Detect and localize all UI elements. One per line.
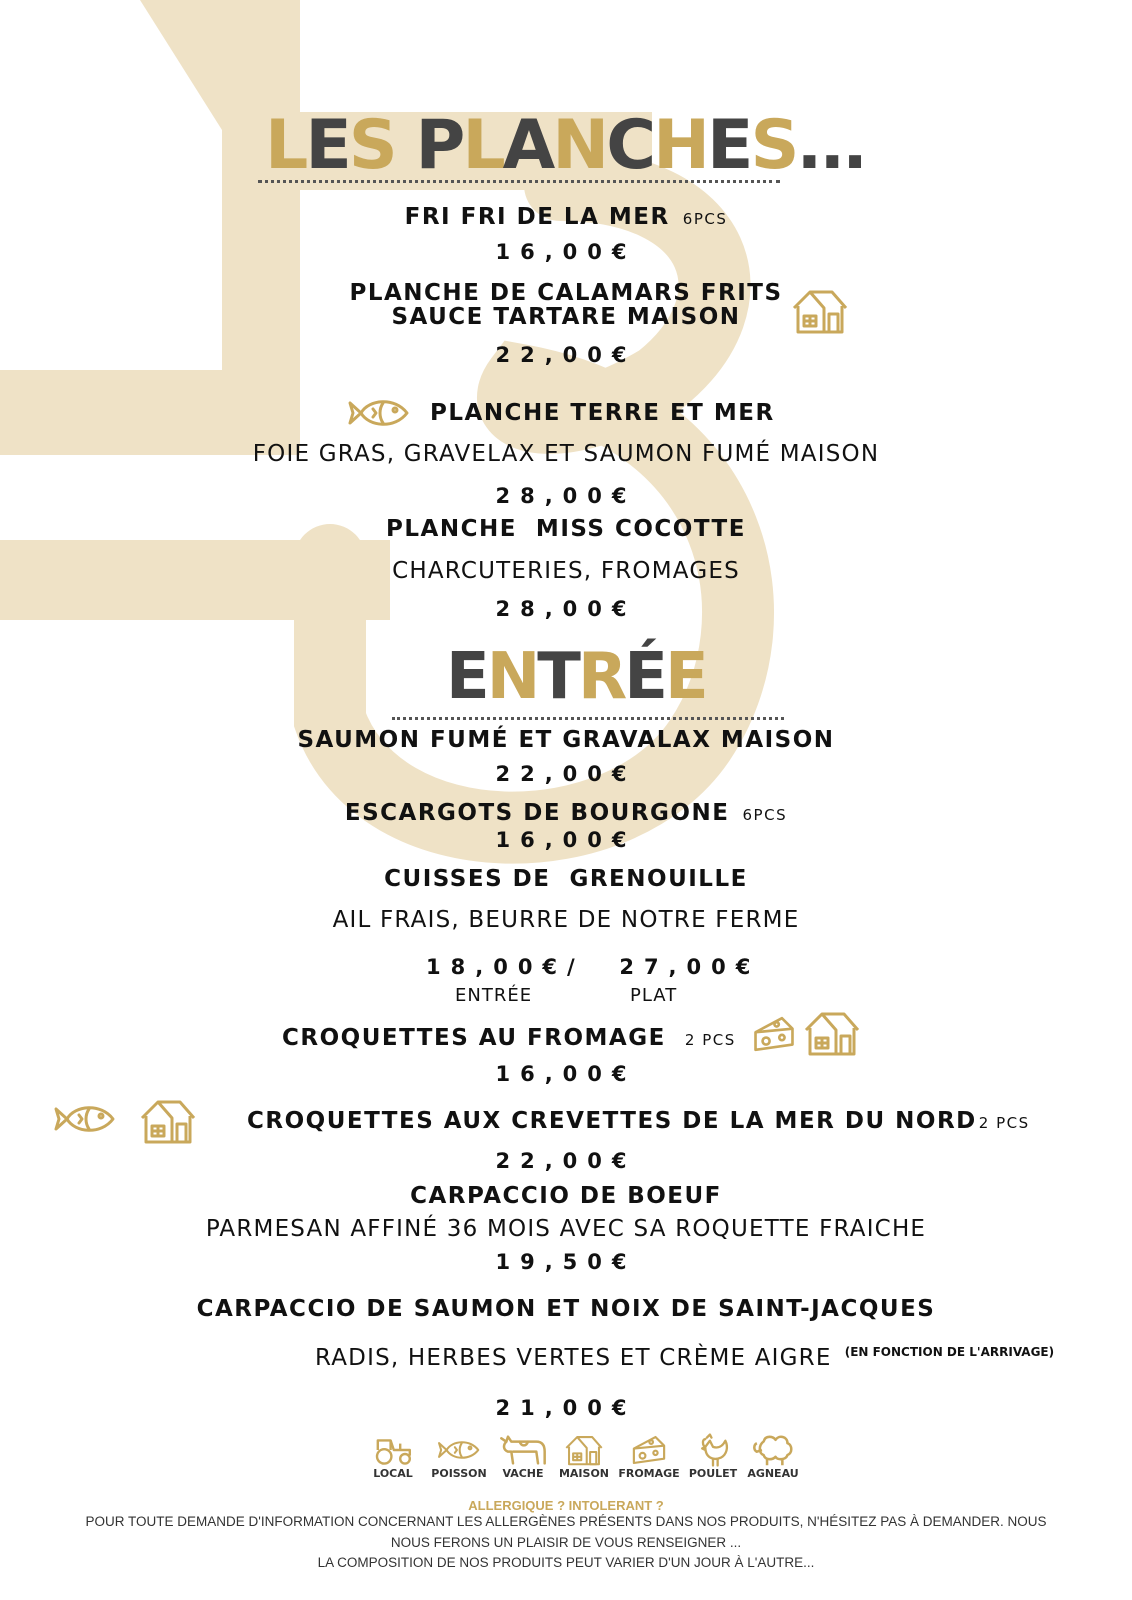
entree-item-4-price [0, 1062, 1132, 1086]
item-name: CARPACCIO DE BOEUF [410, 1183, 722, 1209]
planches-item-4-price [0, 597, 1132, 621]
entree-item-2 [0, 800, 1132, 826]
fish-icon [437, 1433, 481, 1467]
entree-item-4 [282, 1025, 736, 1051]
item-price: 21,00€ [495, 1396, 637, 1420]
legend-item-agneau [738, 1433, 808, 1480]
item-name: FRI FRI DE LA MER [404, 204, 670, 230]
item-price: 22,00€ [495, 762, 637, 786]
planches-item-1 [0, 204, 1132, 230]
item-description: PARMESAN AFFINÉ 36 MOIS AVEC SA ROQUETTE FRAICHE [205, 1216, 927, 1242]
entree-title-graphic [446, 632, 706, 712]
item-price: 16,00€ [495, 1062, 637, 1086]
entree-item-7-desc [315, 1345, 1054, 1371]
cheese-icon [752, 1014, 796, 1054]
item-name: ESCARGOTS DE BOURGONE [344, 800, 730, 826]
item-quantity: 6PCS [742, 806, 788, 824]
item-quantity: 2 PCS [684, 1031, 736, 1049]
entree-item-5 [247, 1108, 1030, 1134]
legend-item-vache [488, 1433, 558, 1480]
item-price: 16,00€ [495, 828, 637, 852]
item-price: 19,50€ [495, 1250, 637, 1274]
legend-label: POULET [688, 1467, 738, 1480]
entree-item-3 [0, 866, 1132, 892]
item-name: CARPACCIO DE SAUMON ET NOIX DE SAINT-JACQUES [196, 1296, 936, 1322]
item-name: PLANCHE MISS COCOTTE [386, 516, 746, 542]
item-description: FOIE GRAS, GRAVELAX ET SAUMON FUMÉ MAISON [252, 441, 880, 467]
legend-item-maison [549, 1433, 619, 1480]
item-price: 16,00€ [495, 240, 637, 264]
planches-title-underline [258, 180, 780, 183]
item-quantity: 2 PCS [978, 1114, 1030, 1132]
entree-item-6-desc [0, 1216, 1132, 1242]
fish-icon [53, 1099, 117, 1139]
entree-item-1-price [0, 762, 1132, 786]
cheese-icon [631, 1433, 667, 1467]
item-description: CHARCUTERIES, FROMAGES [392, 558, 740, 584]
entree-item-5-price [0, 1149, 1132, 1173]
svg-text:ENTRÉE: ENTRÉE [446, 640, 706, 714]
entree-item-3-price [426, 955, 766, 979]
item-name: CUISSES DE GRENOUILLE [384, 866, 748, 892]
legend-item-poisson [424, 1433, 494, 1480]
tractor-icon [373, 1433, 413, 1467]
entree-item-1 [0, 727, 1132, 753]
item-price: 18,00€/ 27,00€ [426, 955, 761, 979]
fish-icon [347, 393, 411, 433]
plat-label: PLAT [630, 985, 678, 1006]
item-name: SAUMON FUMÉ ET GRAVALAX MAISON [297, 727, 835, 753]
legend-label: POISSON [431, 1467, 487, 1480]
entree-item-3-desc [0, 907, 1132, 933]
planches-item-3-price [0, 484, 1132, 508]
planches-item-4-desc [0, 558, 1132, 584]
entree-item-6 [0, 1183, 1132, 1209]
planches-item-4 [0, 516, 1132, 542]
planches-item-3 [430, 400, 775, 426]
item-name-line2: SAUCE TARTARE MAISON [391, 304, 741, 330]
legend-label: LOCAL [373, 1467, 413, 1480]
chicken-icon [696, 1433, 730, 1467]
planches-item-2-price [0, 343, 1132, 367]
farmhouse-icon [802, 1008, 862, 1058]
cow-icon [498, 1433, 548, 1467]
allergy-heading: ALLERGIQUE ? INTOLERANT ? [468, 1498, 664, 1513]
item-description: AIL FRAIS, BEURRE DE NOTRE FERME [332, 907, 800, 933]
footer-line-2: NOUS FERONS UN PLAISIR DE VOUS RENSEIGNER ... [390, 1535, 742, 1550]
entree-title [446, 632, 706, 712]
entree-item-7 [0, 1296, 1132, 1322]
legend [358, 1433, 808, 1491]
footer-line-3: LA COMPOSITION DE NOS PRODUITS PEUT VARIER D'UN JOUR À L'AUTRE... [317, 1555, 815, 1570]
farmhouse-icon [138, 1096, 198, 1146]
item-quantity: 6PCS [682, 210, 728, 228]
planches-item-3-desc [0, 441, 1132, 467]
entree-item-2-price [0, 828, 1132, 852]
entree-label: ENTRÉE [455, 985, 533, 1006]
entree-title-underline [392, 717, 784, 720]
item-name: CROQUETTES AUX CREVETTES DE LA MER DU NORD [247, 1108, 977, 1134]
farmhouse-icon [790, 286, 850, 336]
entree-item-7-price [0, 1396, 1132, 1420]
planches-item-1-price [0, 240, 1132, 264]
item-note: (EN FONCTION DE L'ARRIVAGE) [844, 1345, 1055, 1359]
item-price: 22,00€ [495, 1149, 637, 1173]
footer-line-1: POUR TOUTE DEMANDE D'INFORMATION CONCERNANT LES ALLERGÈNES PRÉSENTS DANS NOS PRODUITS, N'HÉSITEZ PAS À DEMANDER. NOUS [85, 1514, 1047, 1529]
entree-item-6-price [0, 1250, 1132, 1274]
legend-item-fromage [614, 1433, 684, 1480]
planches-item-2 [0, 281, 1132, 329]
item-name-line1: PLANCHE DE CALAMARS FRITS [349, 280, 783, 306]
legend-label: FROMAGE [618, 1467, 680, 1480]
planches-title [265, 102, 866, 185]
item-name: PLANCHE TERRE ET MER [430, 400, 775, 426]
footer-heading [0, 1495, 1132, 1514]
farmhouse-icon [563, 1433, 605, 1467]
sheep-icon [751, 1433, 795, 1467]
item-price: 28,00€ [495, 597, 637, 621]
item-price: 28,00€ [495, 484, 637, 508]
legend-label: VACHE [502, 1467, 544, 1480]
item-name: CROQUETTES AU FROMAGE [282, 1025, 666, 1051]
svg-text:LES PLANCHES...: LES PLANCHES... [265, 106, 866, 185]
item-price: 22,00€ [495, 343, 637, 367]
legend-item-local [358, 1433, 428, 1480]
planches-title-graphic [265, 102, 866, 185]
legend-label: AGNEAU [747, 1467, 799, 1480]
item-description: RADIS, HERBES VERTES ET CRÈME AIGRE [315, 1345, 832, 1371]
legend-label: MAISON [558, 1467, 610, 1480]
